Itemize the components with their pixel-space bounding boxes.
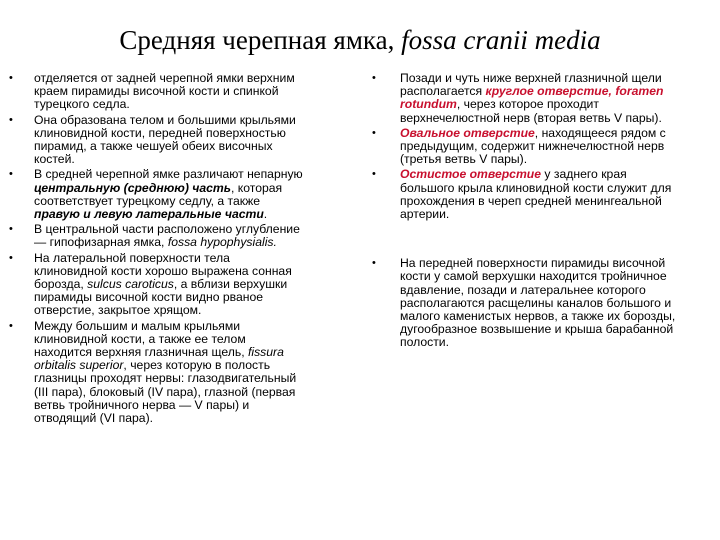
- left-bullet-4: [34, 223, 304, 249]
- left-bullet-2-text: Она образована телом и большими крыльями клиновидной кости, передней поверхностью пирамид, а также чешуей обеих височных костей.: [34, 112, 296, 167]
- fossa-hypophysialis-term: fossa hypophysialis.: [167, 235, 277, 250]
- slide-title: [0, 24, 720, 56]
- lateral-parts-term: правую и левую латеральные части: [34, 207, 264, 222]
- left-bullet-6: [34, 320, 304, 426]
- central-part-term: центральную (среднюю) часть: [34, 180, 231, 195]
- left-bullet-3-text-a: В средней черепной ямке различают непарную: [34, 167, 303, 182]
- left-bullet-1: [34, 72, 304, 112]
- foramen-rotundum-term: foramen rotundum: [400, 84, 664, 112]
- right-bullet-2-text: , находящееся рядом с предыдущим, содержит нижнечелюстной нерв (третья ветвь V пары).: [400, 125, 666, 167]
- title-latin: fossa cranii media: [401, 25, 601, 55]
- right-bullet-2: [400, 127, 676, 167]
- left-bullet-3-text-b: , которая соответствует турецкому седлу, а также: [34, 180, 283, 208]
- left-bullet-3: [34, 168, 304, 221]
- oval-foramen-term: Овальное отверстие: [400, 125, 535, 140]
- title-russian: Средняя черепная ямка,: [119, 25, 402, 55]
- right-bullet-4-text: На передней поверхности пирамиды височной кости у самой верхушки находится тройничное вдавление, позади и латеральнее которого располагаются расщелины каналов большого и малого каменистых нервов, а также их борозды, дугообразное возвышение и крыша барабанной полости.: [400, 256, 676, 350]
- right-bullet-1-text-a: Позади и чуть ниже верхней глазничной щели располагается: [400, 71, 662, 99]
- right-bullet-1: [400, 72, 676, 125]
- left-bullet-4-text: В центральной части расположено углубление — гипофизарная ямка,: [34, 222, 300, 250]
- left-bullet-6-text-a: Между большим и малым крыльями клиновидной кости, а также ее телом находится верхняя глазничная щель,: [34, 318, 248, 360]
- left-bullet-2: [34, 114, 304, 167]
- right-bullet-1-text-b: , через которое проходит верхнечелюстной нерв (вторая ветвь V пары).: [400, 97, 662, 125]
- right-bullet-3-text: у заднего края большого крыла клиновидной кости служит для прохождения в череп средней менингеальной артерии.: [400, 167, 672, 222]
- fissura-orbitalis-term: fissura orbitalis superior: [34, 345, 284, 373]
- left-bullet-1-text: отделяется от задней черепной ямки верхним краем пирамиды височной кости и спинкой турецкого седла.: [34, 71, 295, 112]
- round-foramen-separator: ,: [608, 84, 616, 99]
- left-bullet-list: [34, 72, 304, 427]
- left-bullet-5-text-a: На латеральной поверхности тела клиновидной кости хорошо выражена сонная борозда,: [34, 250, 292, 292]
- left-bullet-5-text-b: , а вблизи верхушки пирамиды височной кости видно рваное отверстие, закрытое хрящом.: [34, 277, 288, 318]
- right-bullet-list: [400, 72, 676, 352]
- left-bullet-3-text-c: .: [263, 207, 268, 222]
- round-foramen-term: круглое отверстие: [485, 84, 609, 99]
- right-bullet-3: [400, 168, 676, 221]
- right-bullet-4: [400, 257, 676, 349]
- sulcus-caroticus-term: sulcus caroticus: [87, 277, 174, 292]
- spinous-foramen-term: Остистое отверстие: [400, 167, 542, 182]
- left-bullet-5: [34, 252, 304, 318]
- left-bullet-6-text-b: , через которую в полость глазницы проходят нервы: глазодвигательный (III пара), блоковый (IV пара), глазной (первая ветвь тройничного нерва — V пары) и отводящий (VI пара).: [34, 358, 297, 426]
